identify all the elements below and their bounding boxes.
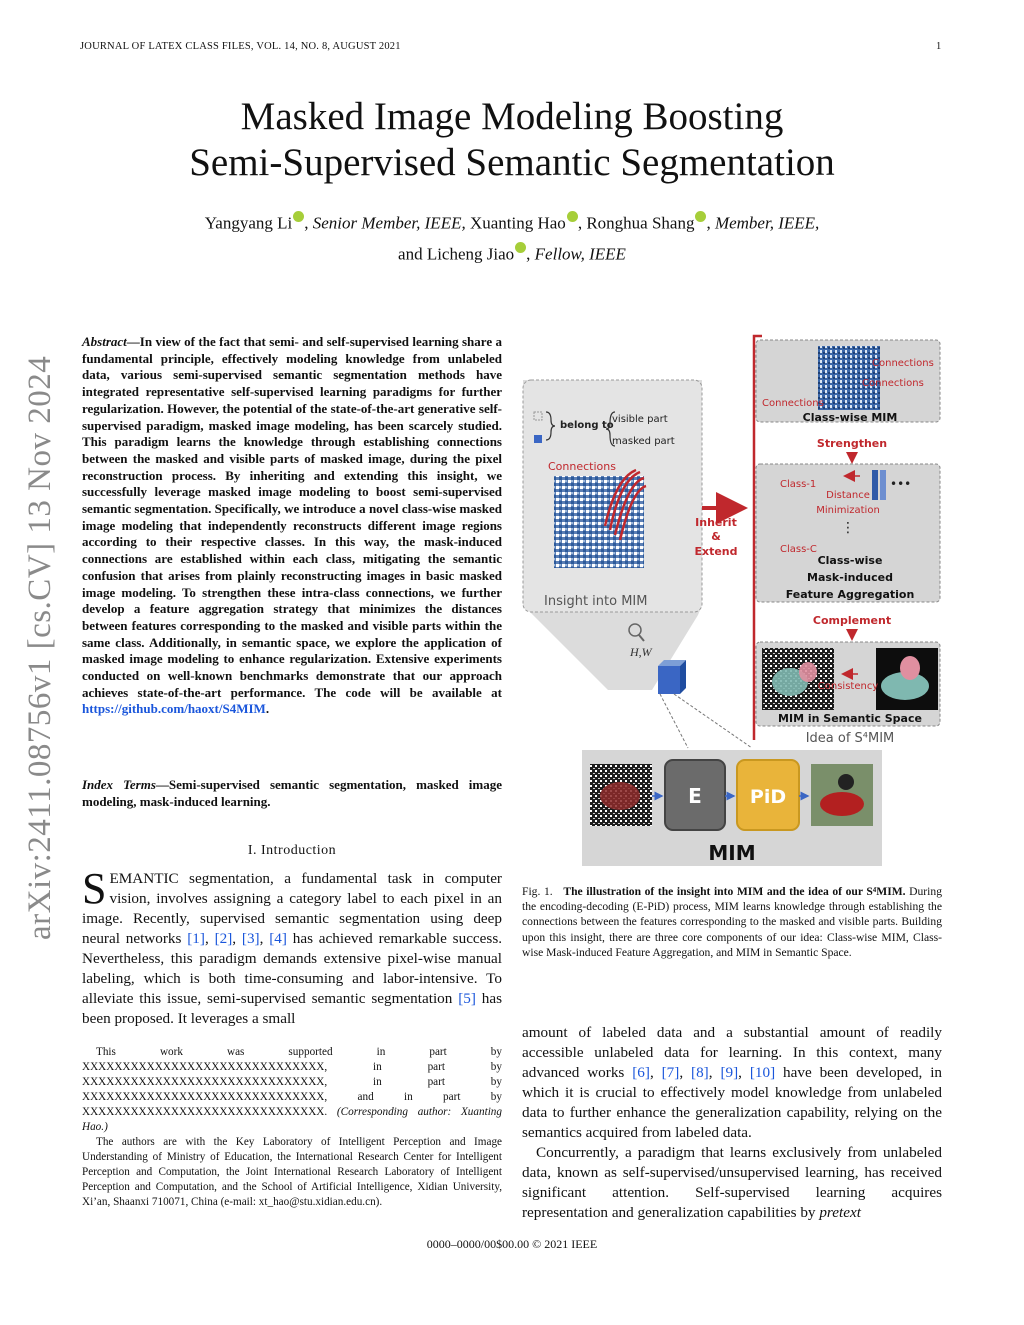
drop-cap: S	[82, 864, 107, 913]
strengthen-label: Strengthen	[816, 437, 888, 450]
funding-footnote	[82, 1045, 502, 1135]
citation-link[interactable]: [6]	[632, 1064, 650, 1081]
masked-part-label: masked part	[612, 436, 675, 447]
citation-link[interactable]: [4]	[269, 930, 287, 947]
index-terms-text: —Semi-supervised semantic segmentation, masked image modeling, mask-induced learning.	[82, 777, 503, 809]
connections-label: Connections	[548, 460, 616, 473]
section-heading: I. Introduction	[247, 843, 337, 858]
paper-title-line1: Masked Image Modeling Boosting	[240, 95, 784, 138]
corresponding-author: (Corresponding author: Xuanting Hao.)	[82, 1106, 502, 1133]
citation-link[interactable]: [7]	[661, 1064, 680, 1081]
complement-label: Complement	[812, 614, 892, 627]
author-list-line1: Yangyang Li , Senior Member, IEEE, Xuanting Hao , Ronghua Shang , Member, IEEE,	[0, 211, 1024, 234]
author-name: Ronghua Shang	[586, 213, 695, 233]
classwise-label-1: Class-wise	[817, 554, 883, 567]
arxiv-identifier: arXiv:2411.08756v1 [cs.CV] 13 Nov 2024	[22, 355, 58, 940]
intro-text: EMANTIC segmentation, a fundamental task in computer vision, involves assigning a category label to each pixel in an image. Recently, supervised semantic segmentation using deep neural networks	[82, 870, 502, 947]
author-role: Member, IEEE,	[714, 213, 820, 233]
paper-title-line2: Semi-Supervised Semantic Segmentation	[189, 141, 835, 184]
classc-label: Class-C	[780, 544, 817, 555]
visible-part-label: visible part	[612, 414, 668, 425]
author-role: Senior Member, IEEE,	[312, 213, 466, 233]
citation-link[interactable]: [5]	[458, 990, 476, 1007]
author-name: Yangyang Li	[204, 213, 293, 233]
footnote-text: This work was supported in part by XXXXXXXXXXXXXXXXXXXXXXXXXXXXXX, in part by XXXXXXXXXXXXXXXXXXXXXXXXXXXXXX, in part by XXXXXXXXXXXXXXXXXXXXXXXXXXXXXX, and in part by XXXXXXXXXXXXXXXXXXXXXXXXXXXXXX.	[82, 1046, 502, 1118]
orcid-icon[interactable]	[515, 242, 526, 253]
copyright-footer: 0000–0000/00$00.00 © 2021 IEEE	[426, 1237, 598, 1251]
intro-text: has achieved remarkable success. Nevertheless, this paradigm demands extensive pixel-wise manual labeling, which is both time-consuming and labor-intensive. To alleviate this issue, semi-supervised semantic segmentation	[82, 930, 503, 1007]
classwise-label-3: Feature Aggregation	[785, 588, 915, 601]
belong-label: belong to	[560, 420, 614, 431]
figure-caption	[522, 884, 942, 960]
semantic-space-label: MIM in Semantic Space	[778, 712, 922, 725]
extend-label: Extend	[694, 545, 738, 558]
distance-label: Distance	[826, 490, 870, 501]
index-terms-label: Index Terms	[82, 777, 156, 792]
insight-label: Insight into MIM	[544, 594, 648, 609]
caption-bold: The illustration of the insight into MIM and the idea of our S⁴MIM.	[563, 885, 906, 898]
consistency-label: Consistency	[817, 681, 879, 692]
abstract-end: .	[265, 701, 270, 717]
figure-1	[520, 330, 944, 870]
connections-label-3: Connections	[762, 398, 824, 409]
author-list-line2: and Licheng Jiao , Fellow, IEEE	[0, 242, 1024, 265]
hw-label: H,W	[630, 645, 652, 659]
encoder-label: E	[688, 784, 702, 808]
abstract	[82, 334, 502, 718]
orcid-icon[interactable]	[695, 211, 706, 222]
caption-text: During the encoding-decoding (E-PiD) process, MIM learns knowledge through establishing the connections between the features corresponding to the masked and visible parts. Building upon this insight, there are three core components of our idea: Class-wise MIM, Class-wise Mask-induced Feature Aggregation, and MIM in Semantic Space.	[522, 885, 942, 959]
running-header: JOURNAL OF LATEX CLASS FILES, VOL. 14, NO. 8, AUGUST 2021	[80, 41, 401, 52]
page-number: 1	[936, 41, 942, 52]
orcid-icon[interactable]	[567, 211, 578, 222]
body-text: amount of labeled data and a substantial amount of readily accessible unlabeled data for learning. In this context, many advanced works	[522, 1024, 942, 1081]
connections-label-1: Connections	[872, 358, 934, 369]
body-text: have been developed, in which it is crucial to effectively model knowledge from unlabeled data to further enhance the generalization capability, relying on the semantics acquired from labeled data.	[522, 1064, 943, 1141]
intro-paragraph: SEMANTIC segmentation, a fundamental task in computer vision, involves assigning a category label to each pixel in an image. Recently, supervised semantic segmentation using deep neural networks [1], [2], [3], [4] has achieved remarkable success. Nevertheless, this paradigm demands extensive pixel-wise manual labeling, which is both time-consuming and labor-intensive. To alleviate this issue, semi-supervised semantic segmentation [5] has been proposed. It leverages a small	[82, 864, 503, 1027]
citation-link[interactable]: [9]	[720, 1064, 739, 1081]
citation-link[interactable]: [3]	[241, 930, 260, 947]
code-link[interactable]: https://github.com/haoxt/S4MIM	[82, 701, 266, 717]
abstract-text: —In view of the fact that semi- and self-supervised learning share a fundamental principle, effectively modeling knowledge from unlabeled data, various semi-supervised semantic segmentation methods have integrated representative self-supervised learning paradigms for further regularization. However, the potential of the state-of-the-art generative self-supervised paradigm, masked image modeling, has been scarcely studied. This paradigm learns the knowledge through establishing connections between the masked and visible parts of masked image, during the pixel reconstruction process. By inheriting and extending this insight, we successfully leverage masked image modeling to boost semi-supervised semantic segmentation. Specifically, we introduce a novel class-wise masked image modeling that independently reconstructs different image regions according to their respective classes. In this way, the mask-induced connections are established within each class, mitigating the semantic confusion that arises from plainly reconstructing images in basic masked image modeling. To strengthen these intra-class connections, we further develop a feature aggregation strategy that minimizes the distances between features corresponding to the masked and visible parts within the same class. Additionally, in semantic space, we explore the application of masked image modeling to enhance regularization. Extensive experiments conducted on well-known benchmarks demonstrate that our approach achieves state-of-the-art performance. The code will be available at	[82, 334, 502, 700]
citation-link[interactable]: [10]	[749, 1064, 776, 1081]
mim-label: MIM	[708, 841, 756, 865]
author-name: Xuanting Hao	[469, 213, 566, 233]
body-paragraph-2	[522, 1143, 942, 1223]
feature-cube-icon	[658, 666, 680, 694]
vertical-dots: ⋮	[841, 520, 855, 536]
author-role: Fellow, IEEE	[534, 244, 626, 264]
affiliation-footnote: The authors are with the Key Laboratory of Intelligent Perception and Image Understanding of Ministry of Education, the International Research Center for Intelligent Perception and Computation, the Joint International Research Laboratory of Intelligent Perception and Computation, and the School of Artificial Intelligence, Xidian University, Xi’an, Shaanxi 710071, China (e-mail: xt_hao@stu.xidian.edu.cn).	[82, 1136, 502, 1208]
minimization-label: Minimization	[816, 505, 880, 516]
orcid-icon[interactable]	[293, 211, 304, 222]
abstract-label: Abstract	[82, 334, 127, 349]
body-text: Concurrently, a paradigm that learns exclusively from unlabeled data, known as self-supervised/unsupervised learning, has received significant attention. Self-supervised learning acquires representation and generalization capabilities by	[522, 1144, 942, 1221]
right-column-paragraph: amount of labeled data and a substantial amount of readily accessible unlabeled data for learning. In this context, many advanced works [6], [7], [8], [9], [10] have been developed, in which it is crucial to effectively model knowledge from unlabeled data to further enhance the generalization capability, relying on the semantics acquired from labeled data. Concurrently, a paradigm that learns exclusively from unlabeled data, known as self-supervised/unsupervised learning, has received significant attention. Self-supervised learning acquires representation and generalization capabilities by pretext	[522, 1024, 943, 1221]
more-dots: •••	[890, 477, 912, 491]
caption-label: Fig. 1.	[522, 885, 553, 898]
connections-label-2: Connections	[862, 378, 924, 389]
body-emphasis: pretext	[819, 1204, 861, 1221]
citation-link[interactable]: [1]	[187, 930, 205, 947]
classwise-mim-label: Class-wise MIM	[802, 411, 898, 424]
idea-label: Idea of S⁴MIM	[805, 731, 895, 746]
amp-label: &	[711, 530, 721, 543]
author-name: and Licheng Jiao	[398, 244, 515, 264]
citation-link[interactable]: [8]	[691, 1064, 709, 1081]
masked-square-icon	[534, 435, 542, 443]
classwise-label-2: Mask-induced	[807, 571, 893, 584]
class1-label: Class-1	[780, 479, 817, 490]
index-terms	[82, 777, 502, 810]
inherit-label: Inherit	[695, 516, 737, 529]
decoder-label: PiD	[749, 786, 787, 808]
citation-link[interactable]: [2]	[214, 930, 233, 947]
intro-text: has been proposed. It leverages a small	[82, 990, 502, 1027]
